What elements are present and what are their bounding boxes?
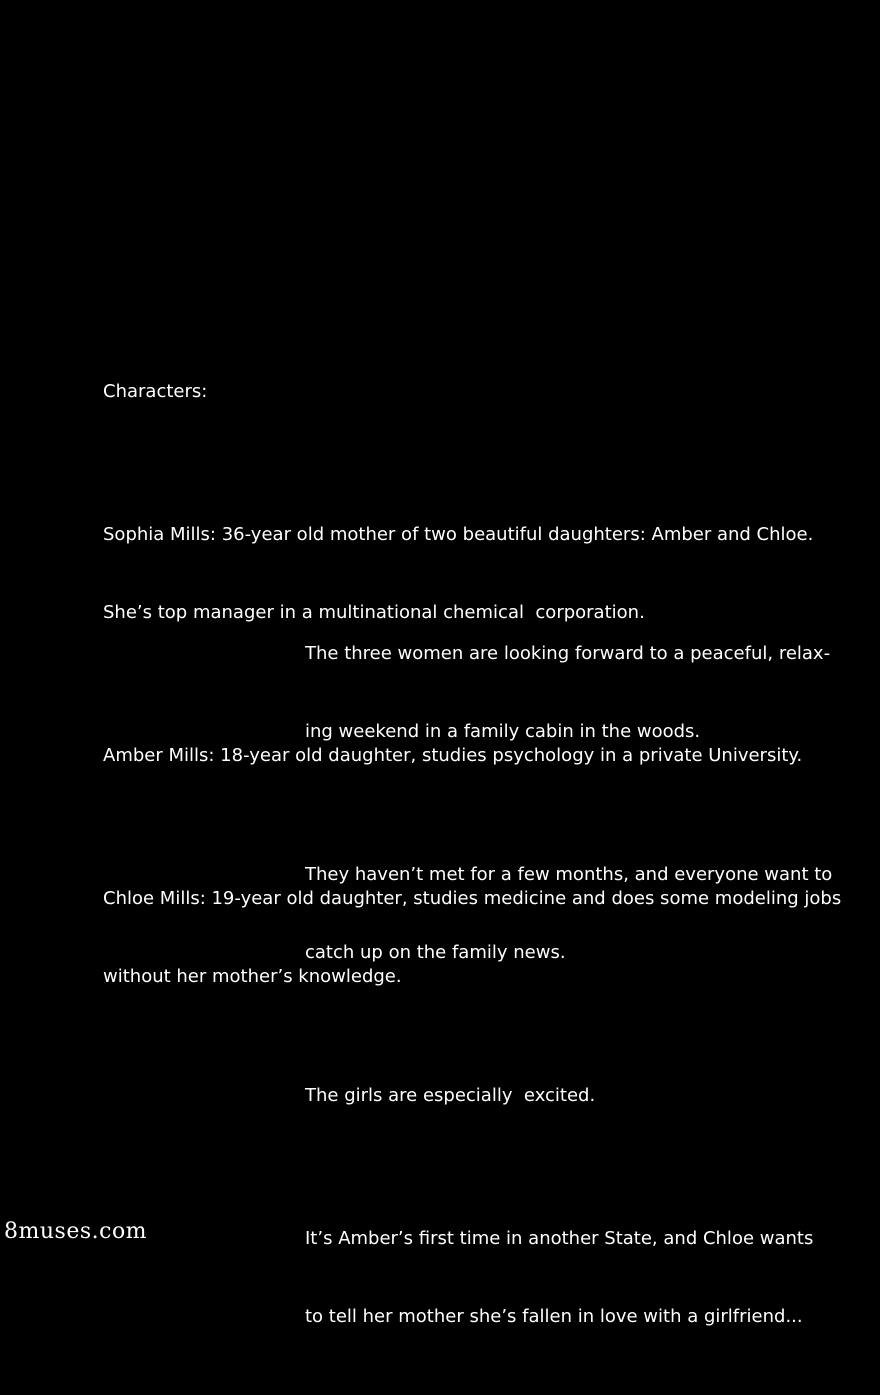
intro-paragraph-4 [305,1174,850,1382]
intro-paragraph-2-line-1: They haven’t met for a few months, and everyone want to [305,864,833,885]
intro-paragraph-2 [305,810,850,1018]
intro-paragraph-4-line-1: It’s Amber’s first time in another State, and Chloe wants [305,1228,814,1249]
intro-paragraph-1 [305,589,850,797]
character-amber-line-1: Amber Mills: 18-year old daughter, studies psychology in a private University. [103,745,803,766]
intro-paragraph-3-line-1: The girls are especially excited. [305,1085,596,1106]
characters-heading-text: Characters: [103,381,208,402]
intro-paragraph-1-line-2: ing weekend in a family cabin in the woods. [305,721,701,742]
character-sophia-line-2: She’s top manager in a multinational chemical corporation. [103,602,645,623]
intro-paragraph-3 [305,1031,850,1161]
site-watermark: 8muses.com [4,1219,148,1244]
intro-paragraph-4-line-2: to tell her mother she’s fallen in love with a girlfriend... [305,1306,803,1327]
intro-paragraph-2-line-2: catch up on the family news. [305,942,566,963]
intro-paragraph-1-line-1: The three women are looking forward to a peaceful, relax- [305,643,831,664]
intro-section [305,589,850,1395]
characters-heading [103,327,848,457]
character-chloe-line-1: Chloe Mills: 19-year old daughter, studies medicine and does some modeling jobs [103,888,842,909]
character-chloe-line-2: without her mother’s knowledge. [103,966,402,987]
character-sophia-line-1: Sophia Mills: 36-year old mother of two beautiful daughters: Amber and Chloe. [103,524,814,545]
